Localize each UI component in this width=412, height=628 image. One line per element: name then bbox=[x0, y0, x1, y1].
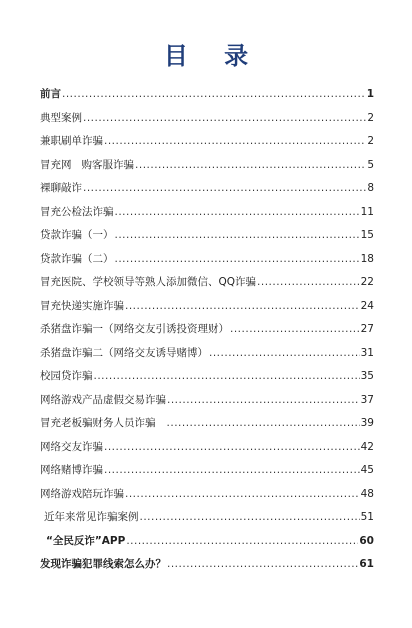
toc-entry-page: 15 bbox=[360, 229, 374, 241]
toc-entry[interactable] bbox=[40, 271, 374, 295]
toc-entry[interactable] bbox=[40, 436, 374, 460]
toc-entry-page: 22 bbox=[360, 276, 374, 288]
toc-entry[interactable] bbox=[40, 107, 374, 131]
dot-leader bbox=[83, 107, 366, 131]
dot-leader bbox=[125, 483, 360, 507]
dot-leader bbox=[257, 271, 360, 295]
dot-leader bbox=[125, 295, 360, 319]
dot-leader bbox=[104, 459, 360, 483]
toc-entry-label: 贷款诈骗（一） bbox=[40, 229, 114, 241]
toc-entry-label: 网络游戏产品虚假交易诈骗 bbox=[40, 393, 166, 406]
toc-entry-label: 前言 bbox=[40, 88, 61, 100]
toc-entry-page: 37 bbox=[360, 393, 374, 406]
dot-leader bbox=[104, 130, 366, 154]
toc-entry-page: 11 bbox=[360, 205, 374, 218]
toc-entry[interactable] bbox=[40, 295, 374, 319]
toc-entry[interactable] bbox=[40, 201, 374, 225]
dot-leader bbox=[167, 389, 360, 413]
toc-entry[interactable] bbox=[40, 483, 374, 507]
dot-leader bbox=[140, 506, 360, 530]
dot-leader bbox=[167, 553, 358, 577]
toc-entry-page: 60 bbox=[359, 534, 374, 547]
toc-entry-label: 网络交友诈骗 bbox=[40, 440, 103, 453]
toc-entry-page: 2 bbox=[367, 135, 374, 147]
toc-entry[interactable] bbox=[40, 412, 374, 436]
dot-leader bbox=[115, 224, 360, 248]
toc-entry[interactable] bbox=[40, 248, 374, 272]
toc-entry[interactable] bbox=[40, 342, 374, 366]
toc-entry-page: 18 bbox=[360, 252, 374, 265]
toc-entry-label: 网络游戏陪玩诈骗 bbox=[40, 487, 124, 500]
toc-entry[interactable] bbox=[40, 459, 374, 483]
toc-entry-label: 杀猪盘诈骗一（网络交友引诱投资理财） bbox=[40, 323, 229, 335]
toc-entry-page: 8 bbox=[367, 182, 374, 194]
toc-entry-label: “全民反诈”APP bbox=[46, 534, 126, 547]
dot-leader bbox=[104, 436, 360, 460]
toc-entry-page: 35 bbox=[360, 370, 374, 382]
toc-entry-page: 5 bbox=[367, 158, 374, 171]
toc-entry[interactable] bbox=[40, 506, 374, 530]
toc-entry-page: 31 bbox=[360, 346, 374, 359]
toc-entry[interactable] bbox=[40, 530, 374, 554]
toc-entry[interactable] bbox=[40, 365, 374, 389]
toc-entry-page: 45 bbox=[360, 464, 374, 476]
toc-entry-page: 61 bbox=[359, 558, 374, 570]
dot-leader bbox=[167, 412, 360, 436]
toc-entry-label: 兼职刷单诈骗 bbox=[40, 135, 103, 147]
toc-entry-page: 39 bbox=[360, 417, 374, 429]
dot-leader bbox=[135, 154, 366, 178]
toc-entry-label: 近年来常见诈骗案例 bbox=[44, 511, 139, 523]
toc-entry-page: 27 bbox=[360, 323, 374, 335]
toc-entry-page: 48 bbox=[360, 487, 374, 500]
dot-leader bbox=[230, 318, 360, 342]
dot-leader bbox=[126, 530, 358, 554]
dot-leader bbox=[62, 83, 366, 107]
page-title: 目 录 bbox=[163, 42, 263, 70]
toc-entry-label: 冒充医院、学校领导等熟人添加微信、QQ诈骗 bbox=[40, 276, 257, 288]
toc-entry-label: 杀猪盘诈骗二（网络交友诱导赌博） bbox=[40, 346, 208, 359]
toc-entry-label: 冒充网 购客服诈骗 bbox=[40, 158, 135, 171]
toc-entry-page: 2 bbox=[367, 111, 374, 124]
dot-leader bbox=[209, 342, 360, 366]
toc-entry-page: 42 bbox=[360, 440, 374, 453]
toc-entry[interactable] bbox=[40, 224, 374, 248]
toc-entry[interactable] bbox=[40, 389, 374, 413]
toc-entry[interactable] bbox=[40, 177, 374, 201]
toc-entry-label: 冒充老板骗财务人员诈骗 bbox=[40, 417, 166, 429]
toc-entry[interactable] bbox=[40, 318, 374, 342]
toc-entry-label: 裸聊敲诈 bbox=[40, 182, 82, 194]
toc-entry-label: 典型案例 bbox=[40, 111, 82, 124]
dot-leader bbox=[115, 201, 360, 225]
toc-entry-label: 冒充快递实施诈骗 bbox=[40, 299, 124, 312]
toc-entry[interactable] bbox=[40, 130, 374, 154]
toc-entry-label: 网络赌博诈骗 bbox=[40, 464, 103, 476]
toc-entry-label: 冒充公检法诈骗 bbox=[40, 205, 114, 218]
dot-leader bbox=[115, 248, 360, 272]
toc-entry[interactable] bbox=[40, 553, 374, 577]
toc-entry-page: 51 bbox=[360, 511, 374, 523]
toc-entry[interactable] bbox=[40, 83, 374, 107]
toc-entry-page: 1 bbox=[366, 88, 374, 100]
dot-leader bbox=[83, 177, 366, 201]
toc-entry-label: 发现诈骗犯罪线索怎么办？ bbox=[40, 558, 166, 570]
toc-entry-page: 24 bbox=[360, 299, 374, 312]
dot-leader bbox=[94, 365, 360, 389]
toc-entry-label: 贷款诈骗（二） bbox=[40, 252, 114, 265]
table-of-contents bbox=[40, 83, 374, 577]
toc-entry[interactable] bbox=[40, 154, 374, 178]
toc-entry-label: 校园贷诈骗 bbox=[40, 370, 93, 382]
